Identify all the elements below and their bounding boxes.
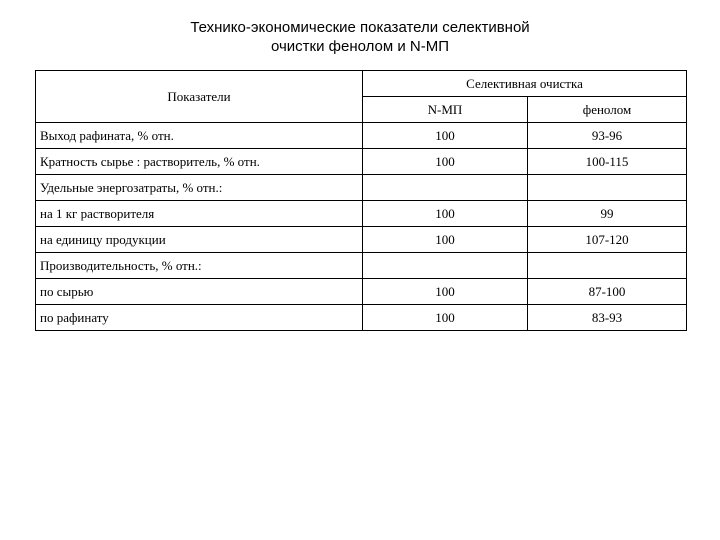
- header-group: Селективная очистка: [363, 71, 687, 97]
- row-value-nmp: [363, 175, 528, 201]
- table-row: [36, 305, 687, 331]
- title-line-1: Технико-экономические показатели селективной: [190, 19, 530, 36]
- row-value-phenol: 93-96: [528, 123, 687, 149]
- row-label: по рафинату: [36, 305, 363, 331]
- row-value-phenol: 99: [528, 201, 687, 227]
- row-value-phenol: 87-100: [528, 279, 687, 305]
- row-value-nmp: 100: [363, 305, 528, 331]
- row-label: на 1 кг растворителя: [36, 201, 363, 227]
- row-value-phenol: 100-115: [528, 149, 687, 175]
- row-label: Выход рафината, % отн.: [36, 123, 363, 149]
- table-row: [36, 175, 687, 201]
- row-value-phenol: [528, 175, 687, 201]
- header-col-nmp: N-МП: [363, 97, 528, 123]
- row-label: на единицу продукции: [36, 227, 363, 253]
- row-value-nmp: 100: [363, 123, 528, 149]
- row-value-nmp: 100: [363, 227, 528, 253]
- table-row: [36, 253, 687, 279]
- header-col-phenol: фенолом: [528, 97, 687, 123]
- row-value-nmp: 100: [363, 149, 528, 175]
- row-value-phenol: 83-93: [528, 305, 687, 331]
- header-indicator: Показатели: [36, 71, 363, 123]
- table-row: [36, 201, 687, 227]
- row-label: Производительность, % отн.:: [36, 253, 363, 279]
- table-row: [36, 149, 687, 175]
- row-value-nmp: 100: [363, 279, 528, 305]
- row-label: Удельные энергозатраты, % отн.:: [36, 175, 363, 201]
- row-value-nmp: 100: [363, 201, 528, 227]
- table-row: [36, 279, 687, 305]
- header-row-1: [36, 71, 687, 97]
- row-value-phenol: 107-120: [528, 227, 687, 253]
- row-value-nmp: [363, 253, 528, 279]
- slide-title: [0, 18, 720, 56]
- table-row: [36, 123, 687, 149]
- table-row: [36, 227, 687, 253]
- row-label: Кратность сырье : растворитель, % отн.: [36, 149, 363, 175]
- row-label: по сырью: [36, 279, 363, 305]
- title-line-2: очистки фенолом и N-МП: [270, 38, 450, 55]
- indicators-table: [35, 70, 687, 331]
- row-value-phenol: [528, 253, 687, 279]
